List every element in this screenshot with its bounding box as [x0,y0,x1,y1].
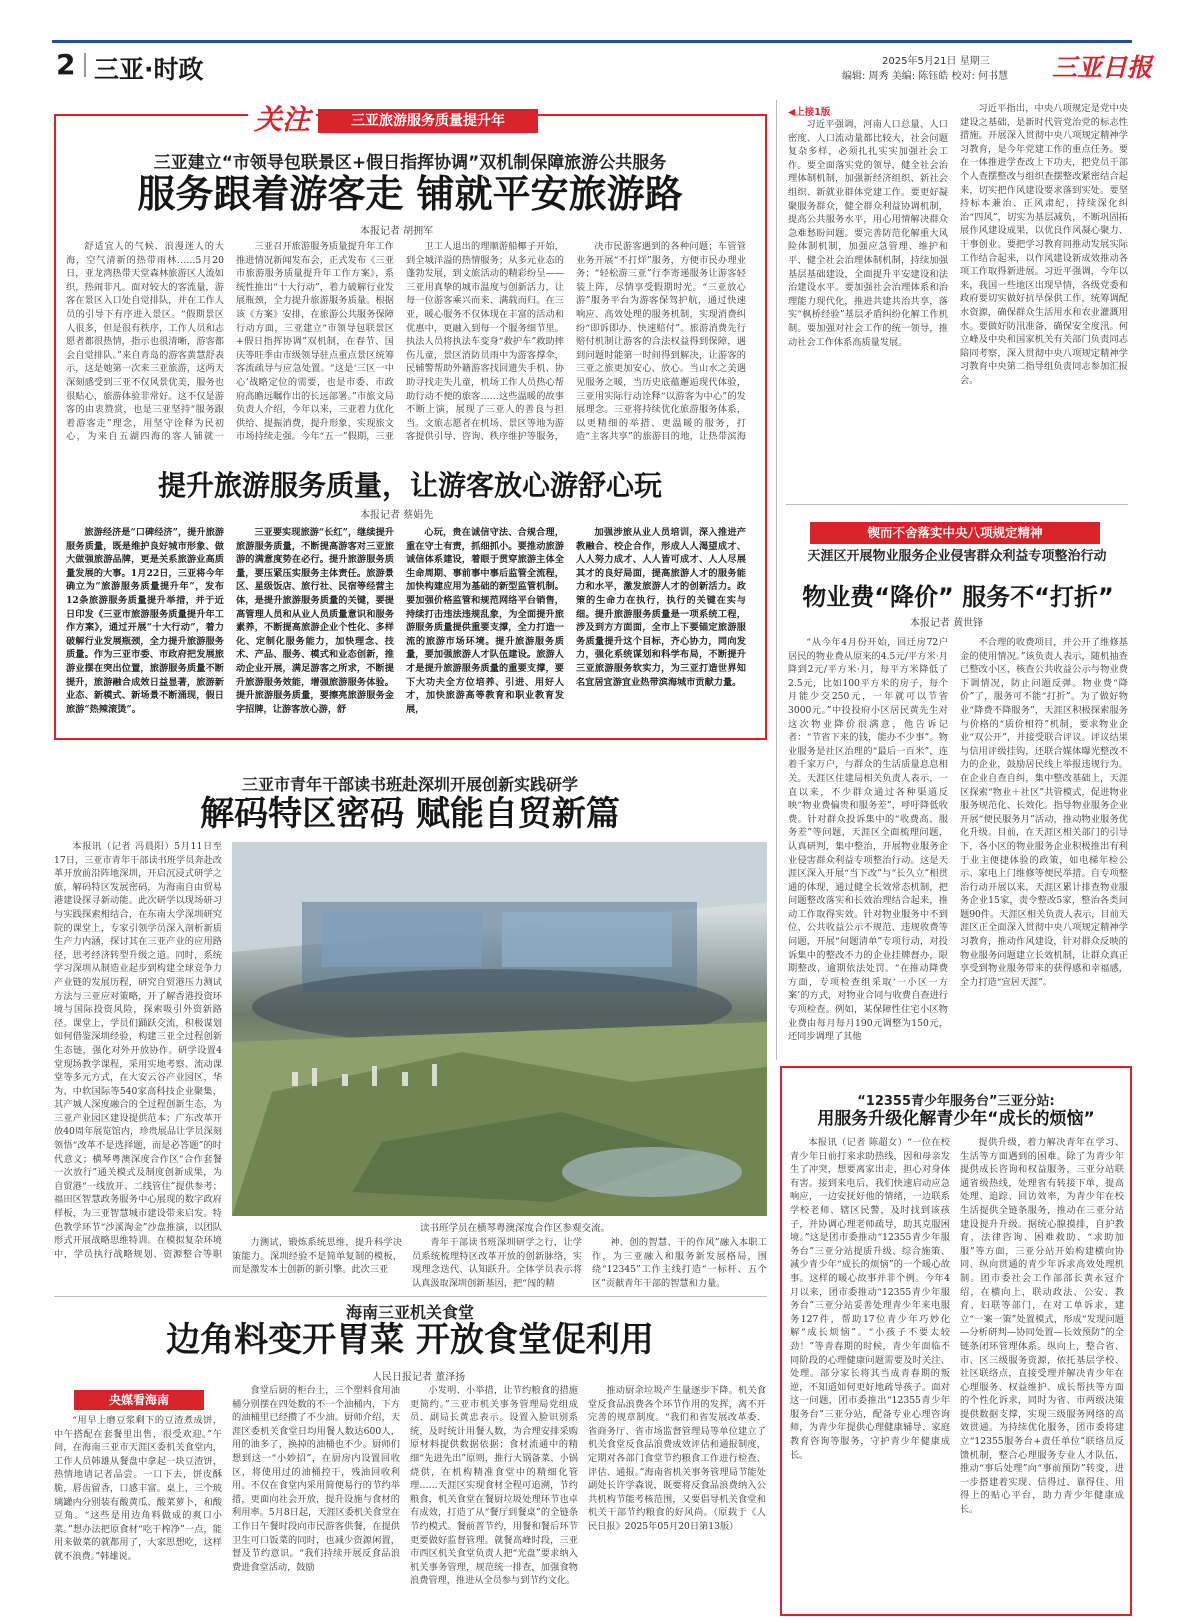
article2-column-4: 加强涉旅从业人员培训，深入推进产教融合、校企合作，形成人人渴望成才、人人努力成才、人人皆可成才、人人尽展其才的良好局面，提高旅游人才的服务能力和水平，激发旅游人才的创新活力。政策的生命力在执行，执行的关键在实与细。提升旅游服务质量是一项系统工程，涉及到方方面面，全市上下要锚定旅游服务质量提升这个目标，齐心协力，同向发力，强化系统谋划和科学布局，不断提升三亚旅游服务软实力，为三亚打造世界知名宜居宜游宜业热带滨海城市贡献力量。 [576,527,746,688]
feature-column-4: 决市民游客遇到的各种问题；车管管业务开展“不打烊”服务，方便市民办理业务；“轻松游三亚”行李寄递服务让游客轻装上阵，尽情享受假期时光。“三亚放心游”服务平台为游客保驾护航，通过快速响应、高效处理的服务机制，实现消费纠纷“即诉即办、快速赔付”。旅游消费先行赔付机制让游客的合法权益得到保障，遇到问题时能第一时间得到解决，让游客的三亚之旅更加安心、放心。当山水之美遇见服务之暖，当历史底蕴邂逅现代体验，三亚用实际行动诠释“以游客为中心”的发展理念。三亚将持续优化旅游服务体系，以更精细的举措、更温暖的服务，打造“主客共享”的旅游目的地，让热带滨海 [576,241,746,443]
article4-headline: 边角料变开胃菜 开放食堂促利用 [166,1320,654,1360]
article3-bottom-column-3: 青年干部读书班深圳研学之行，让学员系统梳理特区改革开放的创新脉络，实现理念迭代、认知跃升。全体学员表示将认真汲取深圳创新基因，把“闯的精 [412,1237,582,1289]
photo-caption: 读书班学员在横琴粤澳深度合作区参观交流。 [420,1223,611,1234]
masthead [52,38,1153,84]
feature-column-2: 三亚召开旅游服务质量提升年工作推进情况新闻发布会，正式发布《三亚市旅游服务质量提升年工作方案》，系统性推出“十大行动”，着力破解行业发展瓶颈，全力提升旅游服务质量。根据该《方案》安排，在旅游公共服务保障行动方面，三亚建立“市领导包联景区+假日指挥协调”双机制，在春节、国庆等旺季由市级领导驻点重点景区统筹客流疏导与应急处置。“这是‘三区一中心’战略定位的需要，也是市委、市政府高瞻远瞩作出的长远部署。”市旅文局负责人介绍，今年以来，三亚着力优化供给、提振消费，提升形象，实现旅文市场持续走强。今年“五一”假期，三亚 [236,241,394,443]
article2-headline: 提升旅游服务质量，让游客放心游舒心玩 [157,469,662,502]
feature-headline: 服务跟着游客走 铺就平安旅游路 [137,172,683,216]
masthead-top-rule [52,40,1132,43]
page-number: 2 [56,48,76,81]
feature-column-3: 卫工人退出的理顺游船椰子开始，到全城洋溢的热情服务；从多元业态的蓬勃发展，到文旅活动的精彩纷呈——三亚用真挚的城市温度与创新活力，让每一位游客乘兴而来、满载而归。在三亚，暖心服务不仅体现在丰富的活动和优惠中，更融入到每一个服务细节里。执法人员将执法车变身“救护车”救助摔伤儿童，景区消防员雨中为游客撑伞，民辅警帮助外籍游客找回遗失手机、协助寻找走失儿童，机场工作人员热心帮助行动不便的旅客……这些温暖的故事不断上演，展现了三亚人的善良与担当。文旅志愿者在机场、景区等地为游客提供引导、咨询、秩序维护等服务， [406,241,564,443]
article5-tag: 锲而不舍落实中央八项规定精神 [810,522,1100,544]
editor-line: 编辑: 周秀 美编: 陈钰皓 校对: 何书慧 [842,71,1009,82]
article6-column-1: 本报讯（记者 陈超女）“一位在校青少年日前打来求助热线，因和母亲发生了冲突，想要离家出走，担心对身体有害。接到来电后，我们快速启动应急响应，一边安抚好他的情绪，一边联系学校老师、辖区民警，及时找到该孩子，并协调心理老师疏导，助其克服困境。”这是团市委推动“12355青少年服务台”三亚分站提质升级、综合施策、减少青少年“成长的烦恼”的一个暖心故事。这样的暖心故事并非个例。今年4月以来，团市委推动“12355青少年服务台”三亚分站妥善处理青少年来电服务127件，帮助17位青少年巧妙化解“成长烦恼”。“小孩子不要太较劲！”等青春期的时候，青少年面临不同阶段的心理健康问题需要及时关注、处理。部分家长将其当成青春期的叛逆，不知道如何更好地疏导孩子。面对这一问题，团市委推出“12355青少年服务台”三亚分站，配备专业心理咨询师，为青少年提供心理健康辅导、家庭教育咨询等服务，守护青少年健康成长。 [790,1137,950,1461]
feature-column-1: 舒适宜人的气候、浪漫迷人的大海，空气清新的热带雨林……5月20日，亚龙湾热带天堂森林旅游区人流如织，热闹非凡。面对较大的客流量，游客在景区入口处自觉排队，并在工作人员的引导下有序进入景区。“假期景区人很多，但是很有秩序，工作人员和志愿者都很热情，指示也很清晰，游客都会自觉排队。”来自青岛的游客黄慧舒表示，这是她第一次来三亚旅游，这两天深刻感受到三亚不仅风景优美，服务也很贴心，旅游体验非常好。这不仅是游客的由衷赞赏，也是三亚坚持“服务跟着游客走”理念，用坚守诠释为民初心，为来自五湖四海的客人铺就一 [66,241,224,443]
article5-headline: 物业费“降价” 服务不“打折” [802,583,1114,611]
article6-headline: 用服务升级化解青少年“成长的烦恼” [817,1109,1095,1129]
article4-byline: 人民日报记者 董泽扬 [372,1372,466,1383]
article5-byline: 本报记者 黄世锋 [910,618,984,629]
article3-left-column: 本报讯（记者 冯晨阳）5月11日至17日，三亚市青年干部读书班学员奔赴改革开放前沿阵地深圳，开启沉浸式研学之旅，解码特区发展密码，为海南自由贸易港建设探寻新动能。此次研学以现场研习与实践探索相结合，在东南大学深圳研究院的课堂上，专家引领学员深入剖析新质生产力内涵，探讨其在三亚产业的应用路径，思考经济转型升级之道。同时，系统学习深圳从制造业起步到构建全球竞争力产业链的发展历程，研究自贸港压力测试方法与三亚应对策略，开了解香港投资环境与国际投资风险，探索吸引外资新路径。课堂上，学员们踊跃交流，积极谋划如何借鉴深圳经验，构建三亚全过程创新生态链，强化对外开放协作。研学设置4堂现场教学课程，采用实地考察、流动课堂等多元方式，在大安云谷产业园区，华为、中软国际等540家高科技企业聚集，其产城人深度融合的全过程创新生态，为三亚产业园区建设提供范本；广东改革开放40周年展览馆内，珍贵展品让学员深刻领悟“改革不是选择题，而是必答题”的时代意义；横琴粤澳深度合作区“合作套餐一次放行”通关模式及制度创新成果，为自贸港“一线放开、二线管住”提供参考；福田区智慧政务服务中心展现的数字政府样板，为三亚智慧城市建设带来启发。特色教学环节“沙溪淘金”沙盘推演，以团队形式开展战略思维特训。在模拟复杂环境中，学员执行战略规划、资源整合等职 [54,841,222,1260]
feature-banner: 三亚旅游服务质量提升年 [318,109,538,133]
right-top-column-2: 习近平指出，中央八项规定是党中央建设之基础，是新时代管党治党的标志性措施。开展深入贯彻中央八项规定精神学习教育，是今年党建工作的重点任务。要在一体推进学查改上下功夫，把党员干部个人查摆整改与组织查摆整改紧密结合起来，切实把作风建设要求落到实处。要坚持标本兼治、正风肃纪，持续深化纠治“四风”，切实为基层减负，不断巩固拓展作风建设成果，以优良作风凝心聚力、干事创业。要把学习教育同推动发展实际工作结合起来，以作风建设新成效推动各项工作取得新进展。习近平强调，今年以来，我国一些地区出现旱情，各级党委和政府要切实做好抗旱保供工作，统筹调配水资源，确保群众生活用水和农业灌溉用水。要做好防汛准备，确保安全度汛。何立峰及中央和国家机关有关部门负责同志陪同考察，深入贯彻中央八项规定精神学习教育中央第二指导组负责同志参加汇报会。 [960,103,1128,386]
feature-kicker: 三亚建立“市领导包联景区+假日指挥协调”双机制保障旅游公共服务 [153,153,667,173]
article5-column-1: “从今年4月份开始，回迁房72户居民的物业费从原来的4.5元/平方米·月降到2元/平方米·月，每平方米降低了2.5元，比如100平方米的房子，每个月能少交250元，一年就可以节省3000元。”中投投府小区居民黄先生对这次物业降价很满意，他告诉记者：“节省下来的钱，能办不少事”。物业服务是社区治理的“最后一百米”，连着千家万户，与群众的生活质量息息相关。天涯区住建局相关负责人表示，一直以来，不少群众通过各种渠道反映“物业费偏贵和服务差”，呼吁降低收费。针对群众投诉集中的“收费高、服务差”等问题，天涯区全面梳理问题，认真研判，集中整治，开展物业服务企业侵害群众利益专项整治行动。这是天涯区深入开展“当下改”与“长久立”相贯通的体现，通过健全长效常态机制，把问题整改落实和长效治理结合起来，推动工作取得实效。针对物业服务中不到位、公共收益公示不规范、违规收费等问题，开展“问题清单”专项行动，对投诉集中的整改不力的企业挂牌督办，限期整改，逾期依法处罚。“在推动降费方面，专项检查组采取‘一小区一方案’的方式，对物业合同与收费自查进行专项检查。例如，某保障性住宅小区物业费由每月每月190元调整为150元，还同步调理了其他 [788,637,948,1043]
feature-byline: 本报记者 胡拥军 [360,226,434,237]
column-divider [776,100,777,1060]
article4-column-2: 食堂后厨的柜台上，三个塑料食用油桶分别摆在四处数的不一个油桶内，下方的油桶里已经攒了不少油。厨师介绍，天涯区委机关食堂日均用餐人数达600人，用的油多了，换掉的油桶也不少。厨师们想到这一“小妙招”，在厨房内设置回收区，将使用过的油桶控干，残油回收利用。不仅在食堂内采用简便易行的节约举措，更面向社会开放，提升设施与食材的利用率。5月8日起，天涯区委机关食堂在工作日午餐时段向市民游客供餐，在提供卫生可口饭菜的同时，也减少资源闲置，督及节约意识。“我们持续开展反食品浪费进食堂活动，鼓励 [232,1385,400,1573]
article2-column-2: 三亚要实现旅游“长红”，继续提升旅游服务质量，不断提高游客对三亚旅游的满意度势在必行。提升旅游服务质量，要压紧压实服务主体责任。旅游景区、星级饭店、旅行社、民宿等经营主体，是提升旅游服务质量的关键，要提高管理人员和从业人员质量意识和服务素养，不断提高旅游企业个性化、多样化、定制化服务能力，加快理念、技术、产品、服务、模式和业态创新，推动企业开展，满足游客之所求，不断提升旅游服务效能，增强旅游服务体验。提升旅游服务质量，要擦亮旅游服务金字招牌，让游客放心游，舒 [236,527,394,715]
article2-column-1: 旅游经济是“口碑经济”，提升旅游服务质量，既是维护良好城市形象、做大做强旅游品牌，更是关系旅游业高质量发展的大事。1月22日，三亚将今年确立为“旅游服务质量提升年”，发布12条旅游服务质量提升举措，并于近日印发《三亚市旅游服务质量提升年工作方案》，通过开展“十大行动”，着力破解行业发展瓶颈，全力提升旅游服务质量。作为三亚市委、市政府把发展旅游业摆在突出位置，旅游服务质量不断提升，旅游融合成效日益显著，旅游新业态、新模式、新场景不断涌现，假日旅游“热辣滚烫”。 [66,527,224,715]
article4-kicker: 海南三亚机关食堂 [345,1303,474,1322]
section-divider [54,1296,767,1297]
article4-tag: 央媒看海南 [74,1390,204,1410]
article5-column-2: 不合理的收费项目，并公开了维修基金的使用情况。”该负责人表示，随机抽查已整改小区，核查公共收益公示与物业费下调情况，防止问题反弹。物业费“降价”了，服务可不能“打折”。为了做好物业“降费不降服务”，天涯区积极探索服务与价格的“质价相符”机制，要求物业企业“双公开”，并接受联合评议。评议结果与信用评级挂钩，还联合媒体曝光整改不力的企业，鼓励居民线上举报违规行为。在企业自查自纠，集中整改基础上，天涯区探索“物业＋社区”共管模式，促进物业服务规范化、长效化。指导物业服务企业开展“便民服务月”活动，推动物业服务优化升级。目前，在天涯区相关部门的引导下，各小区的物业服务企业积极推出有利于业主便捷体验的政策，如电梯年检公示、家电上门维修等便民举措。自专项整治行动开展以来，天涯区累计排查物业服务企业15家，责令整改5家，整治各类问题90件。天涯区相关负责人表示，目前天涯区正全面深入贯彻中央八项规定精神学习教育，推动作风建设，针对群众反映的物业服务问题建立长效机制，让群众真正享受到物业服务带来的获得感和幸福感，全力打造“宜居天涯”。 [960,637,1128,988]
article3-bottom-column-2: 力测试，锻炼系统思维，提升科学决策能力。深圳经验不是简单复制的模板，而是激发本土创新的新引擎。此次三亚 [232,1237,402,1276]
section-title: 三亚·时政 [94,55,204,84]
article4-column-3: 小发明、小举措，让节约粮食的措施更简约。”三亚市机关事务管理局党组成员、副局长黄忠表示。设置入脸识别系统，及时统计用餐人数，为合理安排采购原材料提供数据依据；食材流通中的精细“先进先出”原则，推行大锅备菜、小锅烧供，在机构精准食堂中的精细化管理……天涯区实现食材全程可追溯，节约粮食，机关食堂在餐厨垃圾处理环节也卓有成效，打造了从“餐厅到餐桌”的全链条节约模式。餐前普节约，用餐和餐后环节更要做好监督管理。就餐高峰时段，三亚市西区机关食堂负责人把“光盘”要求纳入机关事务管理，规范统一排查，加强食物浪费管理，推进从全员参与到节约文化。 [410,1385,578,1587]
article3-headline: 解码特区密码 赋能自贸新篇 [200,794,620,834]
study-tour-photo [232,842,767,1216]
article3-kicker: 三亚市青年干部读书班赴深圳开展创新实践研学 [241,775,578,794]
article2-byline: 本报记者 蔡娟先 [360,510,434,521]
exhibition-hall-illustration [232,842,767,1216]
article4-column-1: “用早上磨豆浆剩下的豆渣煮成饼，中午搭配在套餐里出售，很受欢迎。”午间，在海南三亚市天涯区委机关食堂内，工作人员韩雄从餐盘中拿起一块豆渣饼，热情地请记者品尝。一口下去，饼皮酥脆，唇齿留香，口感丰富。桌上，三个玻璃罐内分别装有酸黄瓜、酸菜萝卜，和酸豆角。“这些是用边角料做成的爽口小菜。”想办法把原食材“吃干榨净”一点，能用来做菜的就都用了，大家思想吃，这样就不浪费。”韩雄说。 [54,1415,222,1562]
article5-kicker: 天涯区开展物业服务企业侵害群众利益专项整治行动 [807,549,1107,564]
article4-column-4: 推动厨余垃圾产生量逐步下降。机关食堂反食品浪费各个环节作用的发挥，离不开完善的规章制度。“我们和省发展改革委、省商务厅、省市场监督管理局等单位建立了机关食堂反食品浪费成效评估和通报制度，定期对各部门食堂节约粮食工作进行检查、评估、通报。”海南省机关事务管理局节能处副处长许学森说，既要将反食品浪费纳入公共机构节能考核范围，又要倡导机关食堂和机关干部节约粮食的好风尚。（原载于《人民日报》2025年05月20日第13版） [588,1385,766,1532]
date-line: 2025年5月21日 星期三 [882,56,990,67]
feature-tag: 关注 [248,98,316,138]
article2-column-3: 心玩，贵在诚信守法、合规合理，重在守土有责，抓细抓小。要推动旅游诚信体系建设，着眼于贯穿旅游主体全生命周期、事前事中事后监管全流程，加快构建应用为基础的新型监管机制。要加强价格监管和规范网络平台销售，持续打击违法违规乱象，为全面提升旅游服务质量提供重要支撑，全力打造一流的旅游市场环境。提升旅游服务质量，要加强旅游人才队伍建设。旅游人才是提升旅游服务质量的重要支撑，要下大功夫全方位培养、引进、用好人才，加快旅游高等教育和职业教育发展， [406,527,564,715]
article3-bottom-column-4: 神、创的智慧、干的作风”融入本职工作，为三亚融入和服务新发展格局，围绕“12345”工作主线打造“一标杆、五个区”贡献青年干部的智慧和力量。 [592,1237,767,1289]
masthead-divider [84,53,86,77]
article6-kicker: “12355青少年服务台”三亚分站: [857,1094,1055,1109]
newspaper-logo: 三亚日报 [1052,53,1153,82]
article6-column-2: 提供升级，着力解决青年在学习、生活等方面遇到的困难。除了为青少年提供成长咨询和权益服务，三亚分站联通省级热线，处理省有转接下单，提高处理、追踪、回访效率，为青少年在校生活提供全链条服务，推动在三亚分站建设提升升级。据统心腺摸排，自护教育，法律咨询、困难救助、“求助加服”等方面，三亚分站开始构建横向协同、纵向贯通的青少年诉求高效处理机制。团市委社会工作部部长黄永冠介绍，在横向上，联动政法、公安、教育、妇联等部门，在对工单诉求，建立“一案一策”处置模式，形成“发现问题—分析研判—协同处置—长效预防”的全链条闭环管理体系。纵向上，整合省、市、区三级服务资源，依托基层学校、社区联络点，直接受理并解决青少年在心理服务、权益维护、成长帮扶等方面的个性化诉求，同时为省、市两级决策提供数据支撑，实现三级服务网络的高效贯通。为持续优化服务，团市委将建立“12355服务台+责任单位”联络员反馈机制，整合心理服务专业人才队伍，推动“事后处理”向“事前预防”转变，进一步搭建着实现、信得过、靠得住、用得上的贴心平台，助力青少年健康成长。 [960,1137,1124,1516]
section-divider [786,504,1128,505]
continued-label: ◀上接1版 [788,107,831,118]
right-top-column-1: 习近平强调，河南人口总量、人口密度、人口流动量都比较大，社会问题复杂多样，必须扎扎实实加强社会工作。要全面落实党的领导，健全社会治理体制机制，加强新经济组织、新社会组织、新就业群体党建工作。要更好凝聚服务群众，健全群众利益协调机制，提高公共服务水平，用心用情解决群众急难愁盼问题。要完善防范化解重大风险体制机制，加强应急管理、维护和平、健全社会治理体制机制，持续加强基层基础建设，全面提升平安建设和法治建设水平。要加强社会治理体系和治理能力现代化，推进共建共治共享，落实“枫桥经验”基层矛盾纠纷化解工作机制。要加强对社会工作的统一领导，推动社会工作体系高质量发展。 [788,119,948,348]
